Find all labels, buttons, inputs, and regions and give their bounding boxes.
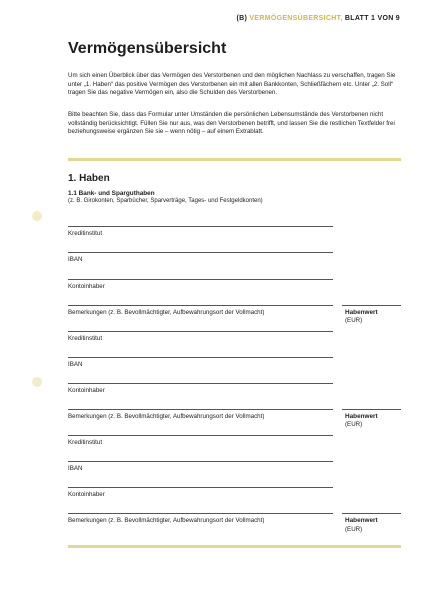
header-title: VERMÖGENSÜBERSICHT, <box>249 15 343 22</box>
field-label-kontoinhaber: Kontoinhaber <box>68 283 105 290</box>
form-line <box>68 305 333 306</box>
field-label-bemerkungen: Bemerkungen (z. B. Bevollmächtigter, Aufbewahrungsort der Vollmacht) <box>68 517 265 524</box>
form-line <box>68 487 333 488</box>
field-label-kreditinstitut: Kreditinstitut <box>68 230 103 237</box>
header-sheet: BLATT 1 VON 9 <box>344 15 400 22</box>
field-label-habenwert: Habenwert <box>345 413 378 420</box>
currency-label: (EUR) <box>345 526 363 533</box>
form-line <box>68 409 333 410</box>
field-label-kontoinhaber: Kontoinhaber <box>68 491 105 498</box>
form-line <box>68 435 333 436</box>
subsection-note: (z. B. Girokonten, Sparbücher, Sparverträge, Tages- und Festgeldkonten) <box>68 198 263 204</box>
field-label-bemerkungen: Bemerkungen (z. B. Bevollmächtigter, Aufbewahrungsort der Vollmacht) <box>68 309 265 316</box>
intro-paragraph-2: Bitte beachten Sie, dass das Formular unter Umständen die persönlichen Lebensumstände des Verstorbenen nicht vollständig berücksichtigt. Füllen Sie nur aus, was den Verstorbenen betrifft, und lassen Sie die restlichen Textfelder frei beziehungsweise ergänzen Sie sie – wenn nötig – auf einem Extrablatt. <box>68 111 395 136</box>
field-label-kontoinhaber: Kontoinhaber <box>68 387 105 394</box>
value-line <box>342 409 401 410</box>
section-divider <box>68 158 401 161</box>
form-line <box>68 226 333 227</box>
value-line <box>342 305 401 306</box>
field-label-habenwert: Habenwert <box>345 517 378 524</box>
page-header <box>237 15 400 22</box>
form-line <box>68 279 333 280</box>
field-label-iban: IBAN <box>68 465 83 472</box>
form-line <box>68 252 333 253</box>
field-label-iban: IBAN <box>68 256 83 263</box>
punch-hole <box>32 377 42 387</box>
form-line <box>68 513 333 514</box>
field-label-bemerkungen: Bemerkungen (z. B. Bevollmächtigter, Aufbewahrungsort der Vollmacht) <box>68 413 265 420</box>
value-line <box>342 513 401 514</box>
section-heading: 1. Haben <box>68 173 110 184</box>
page-title: Vermögensübersicht <box>68 40 227 57</box>
currency-label: (EUR) <box>345 317 363 324</box>
form-line <box>68 461 333 462</box>
form-line <box>68 357 333 358</box>
punch-hole <box>32 211 42 221</box>
form-line <box>68 331 333 332</box>
header-prefix: (B) <box>236 15 248 22</box>
currency-label: (EUR) <box>345 421 363 428</box>
form-line <box>68 383 333 384</box>
subsection-heading: 1.1 Bank- und Sparguthaben <box>68 190 155 197</box>
intro-paragraph-1: Um sich einen Überblick über das Vermögen des Verstorbenen und den möglichen Nachlass zu verschaffen, tragen Sie unter „1. Haben“ das positive Vermögen des Verstorbenen ein mit allen Bankkonten, Schließfächern etc. Unter „2. Soll“ tragen Sie das negative Vermögen ein, also die Schulden des Verstorbenen. <box>68 72 396 97</box>
field-label-kreditinstitut: Kreditinstitut <box>68 439 103 446</box>
field-label-iban: IBAN <box>68 361 83 368</box>
field-label-kreditinstitut: Kreditinstitut <box>68 335 103 342</box>
bottom-divider <box>68 545 401 548</box>
field-label-habenwert: Habenwert <box>345 309 378 316</box>
